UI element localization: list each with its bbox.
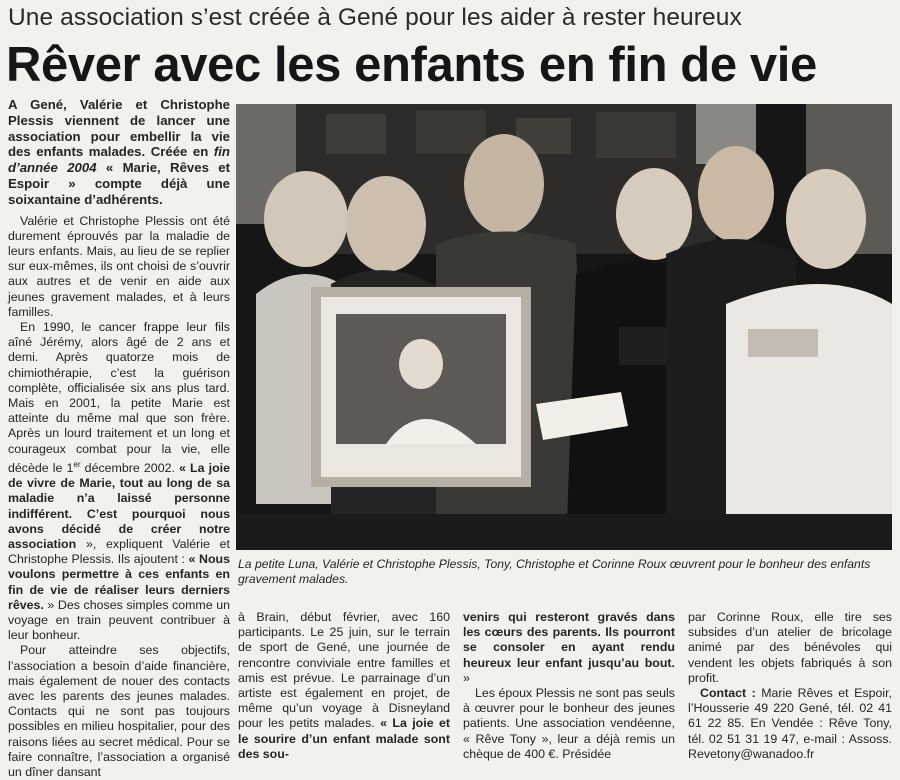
paragraph-3: Pour atteindre ses objectifs, l’association a besoin d’aide financière, mais également de nouer des contacts avec les parents des jeunes malades. Contacts qui ne sont pas toujours possibles en milieu hospitalier, pour des raisons liées au secret médical. Pour se faire connaître, l’association a organisé un dîner dansant — [8, 643, 230, 780]
column-2: à Brain, début février, avec 160 participants. Le 25 juin, sur le terrain de sport de Gené, une journée de rencontre conviviale entre familles et amis est prévue. Le parrainage d’un artiste est également en projet, de même qu’un voyage à Disneyland pour les petits malades. « La joie et le sourire d’un enfant malade sont des sou- — [238, 610, 450, 761]
column-3: venirs qui resteront gravés dans les cœurs des parents. Ils pourront se consoler en ayant rendu heureux leur enfant jusqu’au bout. » Les époux Plessis ne sont pas seuls à œuvrer pour le bonheur des jeunes patients. Une association vendéenne, « Rêve Tony », leur a déjà remis un chèque de 400 €. Présidée — [463, 610, 675, 761]
group-photo-illustration — [236, 104, 892, 550]
contact-block: Contact : Marie Rêves et Espoir, l’Housserie 49 220 Gené, tél. 02 41 61 22 85. En Vendée : Rêve Tony, tél. 02 51 31 19 47, e-mail : Assoss. Revetony@wanadoo.fr — [688, 686, 892, 761]
paragraph-2: En 1990, le cancer frappe leur fils aîné Jérémy, alors âgé de 2 ans et demi. Après quatorze mois de chimiothérapie, c’est la guérison complète, officialisée six ans plus tard. Mais en 2001, la petite Marie est atteinte du même mal que son frère. Après un lourd traitement et un long et courageux combat pour la vie, elle décède le 1er décembre 2002. « La joie de vivre de Marie, tout au long de sa maladie n’a laissé personne indifférent. C’est pourquoi nous avons décidé de créer notre association », expliquent Valérie et Christophe Plessis. Ils ajoutent : « Nous voulons permettre à ces enfants en fin de vie de réaliser leurs derniers rêves. » Des choses simples comme un voyage en train peuvent contribuer à leur bonheur. — [8, 320, 230, 643]
column-1 — [8, 97, 230, 780]
photo-caption: La petite Luna, Valérie et Christophe Plessis, Tony, Christophe et Corinne Roux œuvrent pour le bonheur des enfants gravement malades. — [238, 557, 871, 586]
article-kicker: Une association s’est créée à Gené pour les aider à rester heureux — [8, 4, 742, 31]
column-4: par Corinne Roux, elle tire ses subsides d’un atelier de bricolage animé par des bénévoles qui vendent les objets fabriqués à son profit. Contact : Marie Rêves et Espoir, l’Housserie 49 220 Gené, tél. 02 41 61 22 85. En Vendée : Rêve Tony, tél. 02 51 31 19 47, e-mail : Assoss. Revetony@wanadoo.fr — [688, 610, 892, 761]
article-photo — [236, 104, 892, 550]
article-headline: Rêver avec les enfants en fin de vie — [6, 38, 817, 92]
chapeau: A Gené, Valérie et Christophe Plessis viennent de lancer une association pour embellir la vie des enfants malades. Créée en fin d’année 2004 « Marie, Rêves et Espoir » compte déjà une soixantaine d’adhérents. — [8, 97, 230, 207]
paragraph-1: Valérie et Christophe Plessis ont été durement éprouvés par la maladie de leurs enfants. Mais, au lieu de se replier sur eux-mêmes, ils ont choisi de s’ouvrir aux autres et de venir en aide aux jeunes gravement malades, et à leurs familles. — [8, 213, 230, 319]
